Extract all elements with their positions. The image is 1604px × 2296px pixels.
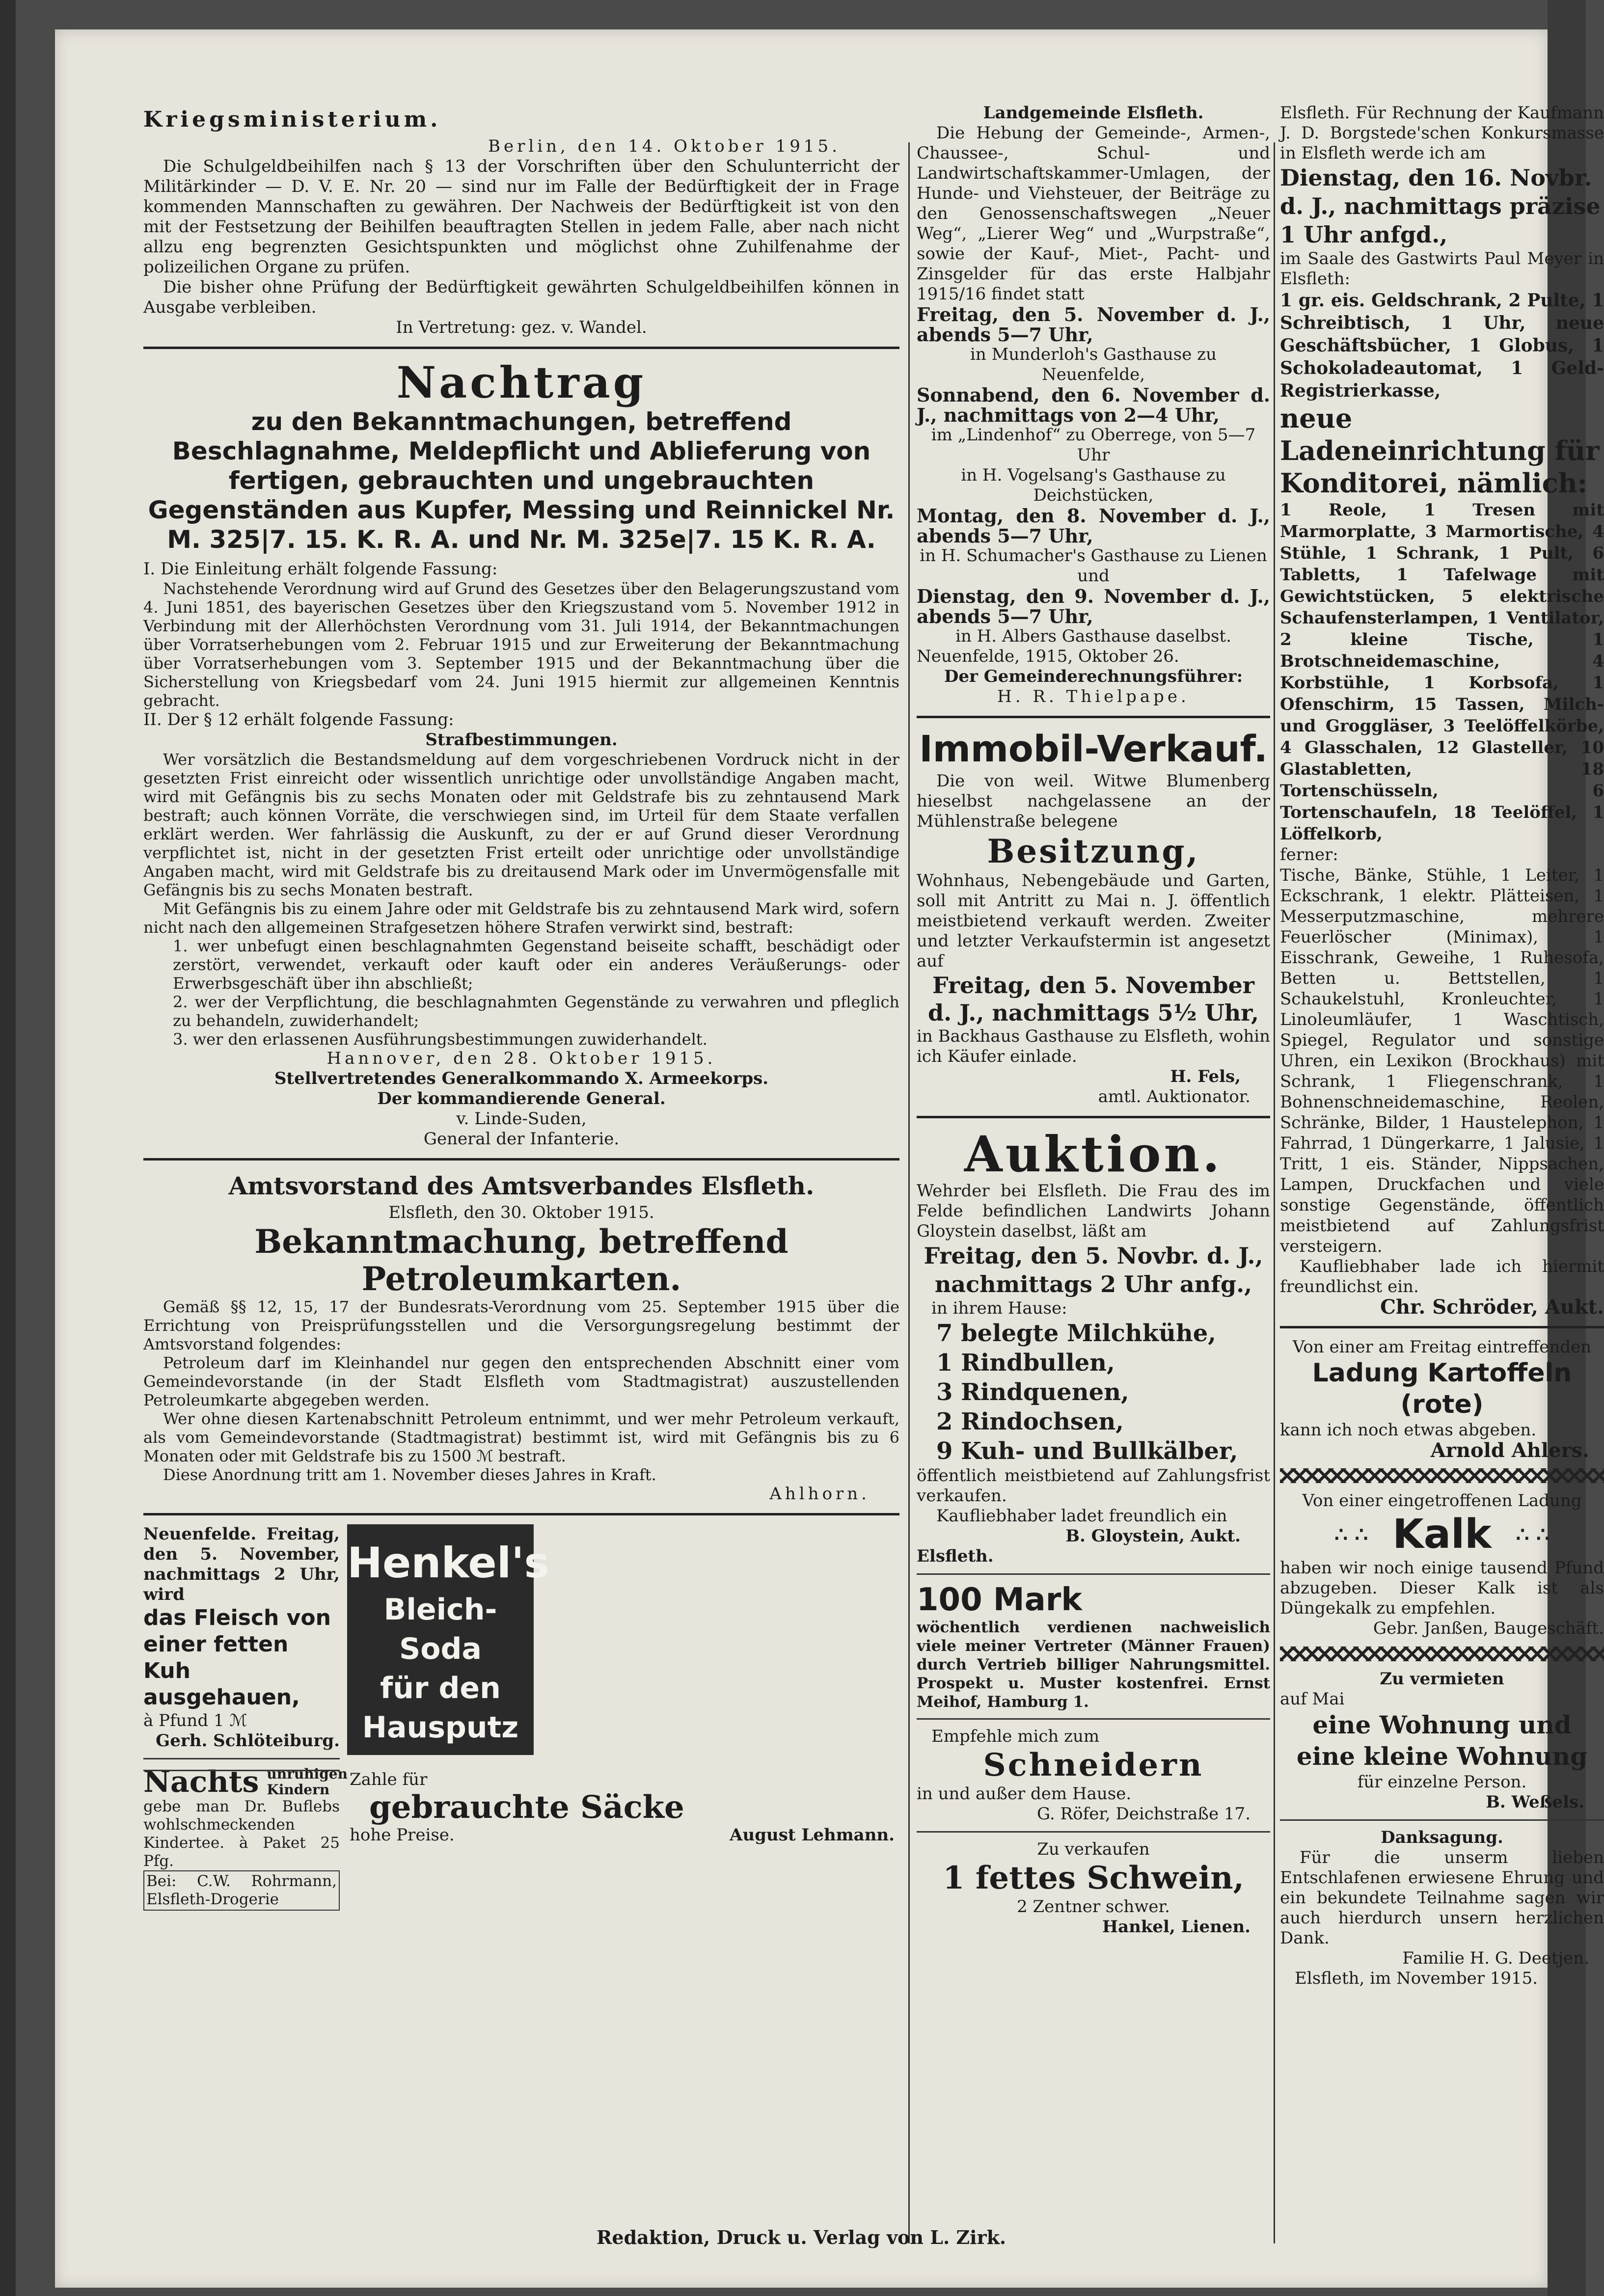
nachts-text: gebe man Dr. Buflebs wohlschmeckenden Kindertee. à Paket 25 Pfg.	[143, 1798, 340, 1870]
auktion-in: in ihrem Hause:	[931, 1298, 1067, 1318]
iv-signature-title: amtl. Auktionator.	[1098, 1087, 1251, 1107]
nachtrag-name: v. Linde-Suden,	[456, 1109, 587, 1129]
fleisch-line: Neuenfelde. Freitag, den 5. November, nachmittags 2 Uhr, wird	[143, 1524, 340, 1604]
konkurs-text: Elsfleth. Für Rechnung der Kaufmann J. D. Borgstede'schen Konkursmasse in Elsfleth werde ich am	[1280, 103, 1604, 163]
kalk-text: haben wir noch einige tausend Pfund abzugeben. Dieser Kalk ist als Düngekalk zu empfehlen.	[1280, 1558, 1604, 1618]
fleisch-signature: Gerh. Schlöteiburg.	[156, 1731, 340, 1751]
kalk-heading	[1280, 1511, 1604, 1558]
ornament-divider	[1280, 1647, 1604, 1661]
lg-place: in H. Vogelsang's Gasthause zu Deichstücken,	[961, 465, 1226, 505]
kartoffeln-pre: Von einer am Freitag eintreffenden	[1292, 1337, 1592, 1357]
lg-term: Dienstag, den 9. November d. J., abends 5—7 Uhr,	[917, 585, 1270, 627]
nachtrag-general: Der kommandierende General.	[377, 1089, 666, 1108]
konkurs-ferner: ferner:	[1280, 845, 1338, 864]
kartoffeln-headline: Ladung Kartoffeln (rote)	[1312, 1358, 1572, 1419]
auktion-text: Wehrder bei Elsfleth. Die Frau des im Felde befindlichen Landwirts Johann Gloystein daselbst, läßt am	[917, 1181, 1270, 1241]
strafbestimmungen-heading: Strafbestimmungen.	[425, 730, 618, 750]
danksagung-signature: Familie H. G. Deetjen.	[1402, 1948, 1589, 1968]
schneidern-headline: Schneidern	[983, 1747, 1204, 1783]
divider	[1280, 1819, 1604, 1821]
saecke-signature: August Lehmann.	[730, 1825, 895, 1845]
auktion-text: öffentlich meistbietend auf Zahlungsfrist verkaufen.	[917, 1466, 1270, 1506]
iv-place: in Backhaus Gasthause zu Elsfleth, wohin ich Käufer einlade.	[917, 1026, 1270, 1066]
iv-besitzung: Besitzung,	[987, 832, 1200, 870]
nachts-subtitle: unruhigen Kindern	[267, 1766, 348, 1798]
fleisch-price: à Pfund 1 ℳ	[143, 1711, 247, 1730]
amtsvorstand-date: Elsfleth, den 30. Oktober 1915.	[388, 1203, 654, 1222]
nachtrag-paragraph: Nachstehende Verordnung wird auf Grund des Gesetzes über den Belagerungszustand vom 4. Juni 1851, des bayerischen Gesetzes über den Kriegszustand vom 5. November 1912 in Verbindung mit der Allerhöchsten Verordnung vom 31. Juli 1914, der Bekanntmachungen über Vorratserhebungen vom 2. Februar 1915 und zur Erweiterung der Bekanntmachung über Vorratserhebungen vom 3. September 1915 und der Bekanntmachung über die Sicherstellung von Kriegsbedarf vom 24. Juni 1915 hiermit zur allgemeinen Kenntnis gebracht.	[143, 579, 899, 710]
konkurs-date: Dienstag, den 16. Novbr. d. J., nachmittags präzise 1 Uhr anfgd.,	[1280, 164, 1601, 248]
divider	[917, 1116, 1270, 1118]
auktion-item: 9 Kuh- und Bullkälber,	[936, 1437, 1238, 1465]
nachtrag-list-item: 2. wer der Verpflichtung, die beschlagnahmten Gegenstände zu verwahren und pfleglich zu behandeln, zuwiderhandelt;	[173, 993, 899, 1030]
nachtrag-subtitle: zu den Bekanntmachungen, betreffend Beschlagnahme, Meldepflicht und Ablieferung von fertigen, gebrauchten und ungebrauchten Gegenständen aus Kupfer, Messing und Reinnickel Nr. M. 325|7. 15. K. R. A. und Nr. M. 325e|7. 15 K. R. A.	[148, 407, 895, 554]
nachtrag-section: II. Der § 12 erhält folgende Fassung:	[143, 710, 454, 729]
imprint-footer: Redaktion, Druck u. Verlag von L. Zirk.	[596, 2226, 1006, 2248]
schwein-text: 2 Zentner schwer.	[1017, 1897, 1170, 1917]
lg-term: Freitag, den 5. November d. J., abends 5—7 Uhr,	[917, 303, 1270, 346]
divider	[917, 1573, 1270, 1575]
auktion-title: Auktion.	[964, 1125, 1223, 1183]
kartoffeln-text: kann ich noch etwas abgeben.	[1280, 1420, 1537, 1440]
lg-place: in Munderloh's Gasthause zu Neuenfelde,	[970, 345, 1217, 384]
column-rule	[908, 142, 910, 2243]
m100-text: wöchentlich verdienen nachweislich viele meiner Vertreter (Männer Frauen) durch Vertrieb billiger Nahrungsmittel. Prospekt u. Muster kostenfrei. Ernst Meihof, Hamburg 1.	[917, 1619, 1270, 1711]
nachtrag-title: Nachtrag	[396, 357, 647, 408]
auktion-item: 3 Rindquenen,	[936, 1378, 1129, 1406]
nachts-seller: Bei: C.W. Rohrmann, Elsfleth-Drogerie	[143, 1870, 340, 1911]
lg-place: in H. Schumacher's Gasthause zu Lienen und	[920, 546, 1267, 586]
lg-date: Neuenfelde, 1915, Oktober 26.	[917, 647, 1179, 666]
km-title: Kriegsministerium.	[143, 107, 441, 132]
henkel-line3: für den	[380, 1671, 501, 1705]
iv-text: Wohnhaus, Nebengebäude und Garten, soll mit Antritt zu Mai n. J. öffentlich meistbietend verkauft werden. Zweiter und letzter Verkaufstermin ist angesetzt auf	[917, 871, 1270, 971]
amtsvorstand-heading: Bekanntmachung, betreffend Petroleumkarten.	[254, 1222, 788, 1298]
vermieten-headline: eine Wohnung und eine kleine Wohnung	[1296, 1710, 1588, 1771]
schwein-pre: Zu verkaufen	[1037, 1839, 1150, 1859]
kartoffeln-signature: Arnold Ahlers.	[1430, 1439, 1589, 1462]
konkurs-place: im Saale des Gastwirts Paul Meyer in Elsfleth:	[1280, 249, 1604, 289]
column-left	[143, 103, 899, 1908]
iv-date: Freitag, den 5. November d. J., nachmittags 5½ Uhr,	[927, 972, 1259, 1026]
schneidern-text: in und außer dem Hause.	[917, 1784, 1132, 1804]
iv-signature: H. Fels,	[1170, 1067, 1241, 1086]
amtsvorstand-paragraph: Wer ohne diesen Kartenabschnitt Petroleum entnimmt, und wer mehr Petroleum verkauft, als vom Gemeindevorstande (Stadtmagistrat) bestimmt ist, wird mit Gefängnis bis zu 6 Monaten oder mit Geldstrafe bis zu 1500 ℳ bestraft.	[143, 1409, 899, 1465]
iv-text: Die von weil. Witwe Blumenberg hieselbst nachgelassene an der Mühlenstraße belegene	[917, 771, 1270, 831]
km-paragraph: Die Schulgeldbeihilfen nach § 13 der Vorschriften über den Schulunterricht der Militärkinder — D. V. E. Nr. 20 — sind nur im Falle der Bedürftigkeit der in Frage kommenden Mannschaften zu gewähren. Der Nachweis der Bedürftigkeit ist von den mit der Festsetzung der Beihilfen beauftragten Stellen in jedem Falle, aber nach nicht allzu eng begrenzten Gesichtspunkten und möglichst ohne Zuhilfenahme der polizeilichen Organe zu prüfen.	[143, 157, 899, 277]
konkurs-invite: Kaufliebhaber lade ich hiermit freundlichst ein.	[1280, 1257, 1604, 1297]
vermieten-signature: B. Weßels.	[1486, 1792, 1584, 1812]
divider	[917, 1831, 1270, 1833]
saecke-post: hohe Preise.	[350, 1825, 455, 1845]
danksagung-title: Danksagung.	[1381, 1828, 1503, 1847]
konkurs-items: 1 Reole, 1 Tresen mit Marmorplatte, 3 Marmortische, 4 Stühle, 1 Schrank, 1 Pult, 6 Tabletts, 1 Tafelwage mit Gewichtstücken, 5 elektrische Schaufensterlampen, 1 Ventilator, 2 kleine Tische, 1 Brotschneidemaschine, 4 Korbstühle, 1 Korbsofa, 1 Ofenschirm, 15 Tassen, Milch- und Groggläser, 3 Teelöffelkörbe, 4 Glasschalen, 12 Glasteller, 10 Glastabletten, 18 Tortenschüsseln, 6 Tortenschaufeln, 18 Teelöffel, 1 Löffelkorb,	[1280, 500, 1604, 844]
fleisch-headline: das Fleisch von einer fetten Kuh ausgehauen,	[143, 1605, 331, 1710]
konkurs-items: Tische, Bänke, Stühle, 1 Leiter, 1 Eckschrank, 1 elektr. Plätteisen, 1 Messerputzmaschine, mehrere Feuerlöscher (Minimax), 1 Eisschrank, Geweihe, 1 Ruhesofa, Betten u. Bettstellen, 1 Schaukelstuhl, Kronleuchter, 1 Linoleumläufer, 1 Waschtisch, Spiegel, Regulator und sonstige Uhren, ein Lexikon (Brockhaus) mit Schrank, 1 Fliegenschrank, 1 Bohnenschneidemaschine, Reolen, Schränke, Bilder, 1 Haustelephon, 1 Fahrrad, 1 Düngerkarre, 1 Jalusie, 1 Tritt, 1 eis. Ständer, Nippsachen, Lampen, Druckfachen und viele sonstige Gegenstände, öffentlich meistbietend auf Zahlungsfrist versteigern.	[1280, 865, 1604, 1256]
kalk-pre: Von einer eingetroffenen Ladung	[1302, 1491, 1582, 1511]
divider	[143, 1158, 899, 1161]
nachts-title: Nachts	[143, 1765, 259, 1799]
amtsvorstand-paragraph: Gemäß §§ 12, 15, 17 der Bundesrats-Verordnung vom 25. September 1915 über die Errichtung von Preisprüfungsstellen und die Versorgungsregelung bestimmt der Amtsvorstand folgendes:	[143, 1297, 899, 1353]
nachtrag-date: Hannover, den 28. Oktober 1915.	[326, 1049, 716, 1068]
lg-place: in H. Albers Gasthause daselbst.	[955, 626, 1231, 646]
auktion-item: 2 Rindochsen,	[936, 1408, 1124, 1435]
amtsvorstand-paragraph: Petroleum darf im Kleinhandel nur gegen den entsprechenden Abschnitt einer vom Gemeindevorstande (in der Stadt Elsfleth vom Stadtmagistrat) auszustellenden Petroleumkarte abgegeben werden.	[143, 1353, 899, 1409]
amtsvorstand-paragraph: Diese Anordnung tritt am 1. November dieses Jahres in Kraft.	[163, 1465, 656, 1484]
schneidern-pre: Empfehle mich zum	[931, 1727, 1100, 1746]
divider	[917, 1718, 1270, 1720]
schwein-signature: Hankel, Lienen.	[1102, 1917, 1251, 1937]
nachtrag-rank: General der Infanterie.	[423, 1129, 620, 1149]
amtsvorstand-title: Amtsvorstand des Amtsverbandes Elsfleth.	[228, 1171, 815, 1200]
ad-100-mark	[917, 1582, 1270, 1618]
nachtrag-list-item: 3. wer den erlassenen Ausführungsbestimmungen zuwiderhandelt.	[173, 1030, 707, 1049]
dots-ornament-icon: ∴ ∴	[1334, 1522, 1368, 1546]
divider	[143, 347, 899, 349]
danksagung-text: Für die unserm lieben Entschlafenen erwiesene Ehrung und ein bekundete Teilnahme sagen wir auch hierdurch unsern herzlichen Dank.	[1280, 1848, 1604, 1948]
column-middle	[917, 103, 1270, 1937]
vermieten-text: für einzelne Person.	[1357, 1772, 1527, 1792]
auktion-item: 1 Rindbullen,	[936, 1349, 1115, 1377]
auktion-item: 7 belegte Milchkühe,	[936, 1320, 1216, 1347]
m100-headline: 100 Mark	[917, 1582, 1082, 1618]
vermieten-title: Zu vermieten	[1380, 1669, 1504, 1689]
nachtrag-generalkommando: Stellvertretendes Generalkommando X. Armeekorps.	[274, 1069, 769, 1088]
schneidern-signature: G. Röfer, Deichstraße 17.	[1036, 1804, 1251, 1824]
m100-pre: Elsfleth.	[917, 1546, 994, 1566]
lg-signature-title: Der Gemeinderechnungsführer:	[944, 667, 1243, 686]
km-paragraph: Die bisher ohne Prüfung der Bedürftigkeit gewährten Schulgeldbeihilfen können in Ausgabe verbleiben.	[143, 277, 899, 317]
auktion-items	[917, 1319, 1270, 1466]
newspaper-page	[55, 29, 1604, 2288]
auktion-text: Kaufliebhaber ladet freundlich ein	[936, 1506, 1227, 1526]
konkurs-headline: neue Ladeneinrichtung für Konditorei, nämlich:	[1280, 403, 1600, 499]
dots-ornament-icon: ∴ ∴	[1516, 1522, 1550, 1546]
km-signature: In Vertretung: gez. v. Wandel.	[396, 318, 647, 337]
lg-place: im „Lindenhof“ zu Oberrege, von 5—7 Uhr	[931, 425, 1256, 465]
henkel-product: Bleich-Soda	[383, 1593, 497, 1666]
danksagung-date: Elsfleth, im November 1915.	[1295, 1969, 1538, 1988]
schwein-headline: 1 fettes Schwein,	[943, 1860, 1244, 1896]
ornament-divider	[1280, 1468, 1604, 1483]
lg-term: Montag, den 8. November d. J., abends 5—7 Uhr,	[917, 505, 1270, 547]
ad-block-bottom-left	[143, 1524, 899, 1908]
nachtrag-paragraph: Wer vorsätzlich die Bestandsmeldung auf dem vorgeschriebenen Vordruck nicht in der gesetzten Frist einreicht oder wissentlich unrichtige oder unvollständige Angaben macht, wird mit Gefängnis bis zu sechs Monaten oder mit Geldstrafe bis zu zehntausend Mark bestraft; auch können Vorräte, die verschwiegen sind, im Urteil für dem Staate verfallen erklärt werden. Wer fahrlässig die Auskunft, zu der er auf Grund dieser Verordnung verpflichtet ist, nicht in der gesetzten Frist erteilt oder unrichtige oder unvollständige Angaben macht, wird mit Geldstrafe bis zu dreitausend Mark oder im Unvermögensfalle mit Gefängnis bis zu sechs Monaten bestraft.	[143, 750, 899, 899]
henkel-line4: Hausputz	[362, 1710, 519, 1745]
amtsvorstand-signature: Ahlhorn.	[769, 1484, 870, 1504]
saecke-headline: gebrauchte Säcke	[369, 1789, 684, 1826]
lg-title: Landgemeinde Elsfleth.	[983, 103, 1204, 123]
lg-term: Sonnabend, den 6. November d. J., nachmittags von 2—4 Uhr,	[917, 384, 1270, 426]
konkurs-signature: Chr. Schröder, Aukt.	[1380, 1296, 1604, 1319]
km-dateline: Berlin, den 14. Oktober 1915.	[488, 136, 841, 156]
lg-signature-name: H. R. Thielpape.	[997, 687, 1190, 706]
column-right	[1280, 103, 1604, 1989]
divider	[1280, 1326, 1604, 1328]
lg-text: Die Hebung der Gemeinde-, Armen-, Chaussee-, Schul- und Landwirtschaftskammer-Umlagen, der Hunde- und Viehsteuer, der Beiträge zu den Genossenschaftswegen „Neuer Weg“, „Lierer Weg“ und „Wurpstraße“, sowie der Kauf-, Miet-, Pacht- und Zinsgelder für das erste Halbjahr 1915/16 findet statt	[917, 123, 1270, 304]
divider	[143, 1758, 340, 1759]
konkurs-items: 1 gr. eis. Geldschrank, 2 Pulte, 1 Schreibtisch, 1 Uhr, neue Geschäftsbücher, 1 Globus, 1 Schokoladeautomat, 1 Geld-Registrierkasse,	[1280, 290, 1604, 401]
column-rule	[1274, 142, 1275, 2243]
auktion-signature: B. Gloystein, Aukt.	[1065, 1526, 1241, 1546]
kalk-signature: Gebr. Janßen, Baugeschäft.	[1373, 1619, 1604, 1638]
divider	[143, 1513, 899, 1515]
saecke-footer	[350, 1825, 895, 1845]
auktion-date: Freitag, den 5. Novbr. d. J., nachmittags 2 Uhr anfg.,	[924, 1243, 1263, 1297]
kalk-headline: Kalk	[1392, 1511, 1492, 1558]
henkel-ad	[347, 1524, 549, 1755]
divider	[917, 716, 1270, 718]
iv-title: Immobil-Verkauf.	[919, 728, 1268, 770]
nachtrag-section: I. Die Einleitung erhält folgende Fassung:	[143, 559, 498, 579]
page-binding	[0, 0, 16, 2296]
saecke-pre: Zahle für	[350, 1770, 428, 1789]
nachtrag-paragraph: Mit Gefängnis bis zu einem Jahre oder mit Geldstrafe bis zu zehntausend Mark wird, sofern nicht nach den allgemeinen Strafgesetzen höhere Strafen verwirkt sind, bestraft:	[143, 899, 899, 937]
ad-fleisch	[143, 1524, 348, 1911]
vermieten-pre: auf Mai	[1280, 1689, 1345, 1709]
henkel-brand: Henkel's	[347, 1539, 549, 1588]
nachtrag-list-item: 1. wer unbefugt einen beschlagnahmten Gegenstand beiseite schafft, beschädigt oder zerstört, verwendet, verkauft oder kauft oder ein anderes Veräußerungs- oder Erwerbsgeschäft über ihn abschließt;	[173, 937, 899, 993]
